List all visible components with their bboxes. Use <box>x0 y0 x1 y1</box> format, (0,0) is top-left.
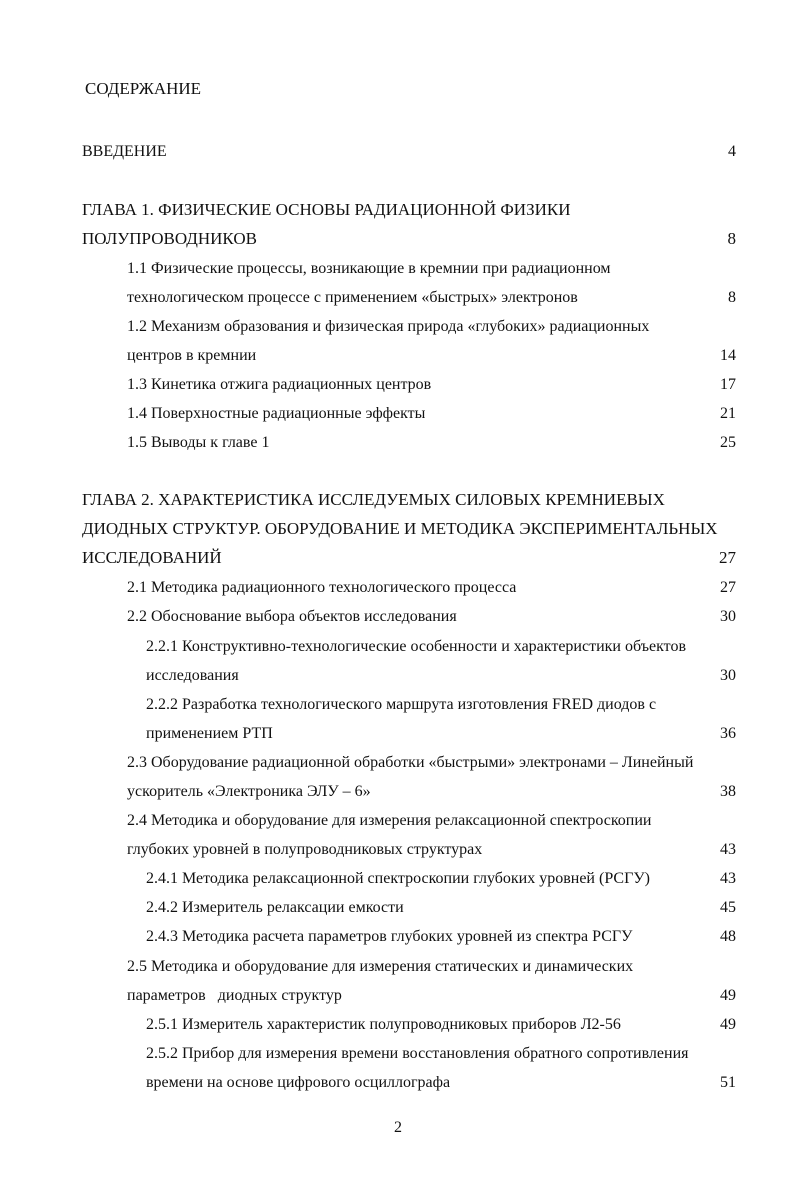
toc-chapter-1-line-1 <box>82 195 736 224</box>
toc-entry-2-2-2-line-1 <box>146 690 736 719</box>
toc-entry-2-2 <box>127 602 736 631</box>
page-number: 2 <box>394 1119 402 1136</box>
toc-entry-2-4-1 <box>146 864 736 893</box>
toc-entry-page: 45 <box>720 899 736 916</box>
toc-chapter-1-line-2 <box>82 224 736 253</box>
toc-entry-text: ИССЛЕДОВАНИЙ <box>82 548 222 567</box>
toc-entry-2-5-1 <box>146 1010 736 1039</box>
toc-entry-2-1 <box>127 573 736 602</box>
toc-entry-page: 25 <box>720 434 736 451</box>
toc-entry-page: 17 <box>720 376 736 393</box>
toc-entry-page: 14 <box>720 347 736 364</box>
toc-entry-text: технологическом процессе с применением «быстрых» электронов <box>127 289 578 306</box>
toc-entry-page: 30 <box>720 667 736 684</box>
toc-entry-page: 27 <box>719 548 736 567</box>
toc-entry-text: 1.2 Механизм образования и физическая природа «глубоких» радиационных <box>127 318 650 335</box>
toc-entry-text: 2.4.3 Методика расчета параметров глубоких уровней из спектра РСГУ <box>146 928 633 945</box>
toc-entry-2-3-line-1 <box>127 748 736 777</box>
toc-entry-text: 2.3 Оборудование радиационной обработки «быстрыми» электронами – Линейный <box>127 754 694 771</box>
toc-entry-page: 49 <box>720 987 736 1004</box>
toc-entry-text: параметров диодных структур <box>127 987 342 1004</box>
toc-entry-text: ускоритель «Электроника ЭЛУ – 6» <box>127 783 371 800</box>
toc-entry-2-4-line-1 <box>127 806 736 835</box>
toc-entry-text: времени на основе цифрового осциллографа <box>146 1074 451 1091</box>
toc-entry-text: 2.4 Методика и оборудование для измерения релаксационной спектроскопии <box>127 812 652 829</box>
toc-entry-2-5-line-1 <box>127 952 736 981</box>
toc-entry-text: исследования <box>146 667 239 684</box>
toc-entry-page: 51 <box>720 1074 736 1091</box>
toc-entry-page: 36 <box>720 725 736 742</box>
toc-entry-text: 1.3 Кинетика отжига радиационных центров <box>127 376 432 393</box>
toc-entry-1-1-line-2 <box>127 283 736 312</box>
toc-entry-2-2-1-line-1 <box>146 632 736 661</box>
toc-entry-1-5 <box>127 428 736 457</box>
toc-entry-page: 8 <box>727 229 736 248</box>
toc-chapter-2-line-2 <box>82 514 736 543</box>
toc-entry-2-4-3 <box>146 922 736 951</box>
toc-entry-text: 2.2.1 Конструктивно-технологические особенности и характеристики объектов <box>146 638 686 655</box>
toc-entry-2-5-2-line-1 <box>146 1039 736 1068</box>
toc-entry-text: 2.2 Обоснование выбора объектов исследования <box>127 608 457 625</box>
toc-entry-2-3-line-2 <box>127 777 736 806</box>
toc-entry-page: 49 <box>720 1016 736 1033</box>
toc-entry-text: 2.5 Методика и оборудование для измерения статических и динамических <box>127 958 634 975</box>
toc-chapter-2-line-3 <box>82 543 736 572</box>
page-title: СОДЕРЖАНИЕ <box>85 79 202 98</box>
toc-entry-page: 4 <box>728 143 736 160</box>
toc-entry-text: 2.2.2 Разработка технологического маршрута изготовления FRED диодов с <box>146 696 657 713</box>
toc-entry-2-5-line-2 <box>127 981 736 1010</box>
toc-entry-text: ГЛАВА 1. ФИЗИЧЕСКИЕ ОСНОВЫ РАДИАЦИОННОЙ ФИЗИКИ <box>82 200 571 219</box>
toc-entry-text: применением РТП <box>146 725 273 742</box>
toc-entry-text: центров в кремнии <box>127 347 257 364</box>
toc-entry-page: 21 <box>720 405 736 422</box>
toc-entry-text: ГЛАВА 2. ХАРАКТЕРИСТИКА ИССЛЕДУЕМЫХ СИЛОВЫХ КРЕМНИЕВЫХ <box>82 490 665 509</box>
toc-entry-text: 2.4.1 Методика релаксационной спектроскопии глубоких уровней (РСГУ) <box>146 870 650 887</box>
toc-entry-page: 8 <box>728 289 736 306</box>
toc-entry-2-2-1-line-2 <box>146 661 736 690</box>
toc-entry-page: 27 <box>720 579 736 596</box>
toc-entry-page: 43 <box>720 870 736 887</box>
toc-entry-text: 2.1 Методика радиационного технологического процесса <box>127 579 517 596</box>
toc-entry-text: 1.1 Физические процессы, возникающие в кремнии при радиационном <box>127 260 611 277</box>
toc-entry-text: 2.5.2 Прибор для измерения времени восстановления обратного сопротивления <box>146 1045 689 1062</box>
toc-entry-1-3 <box>127 370 736 399</box>
toc-entry-page: 38 <box>720 783 736 800</box>
toc-entry-text: глубоких уровней в полупроводниковых структурах <box>127 841 483 858</box>
toc-entry-page: 48 <box>720 928 736 945</box>
toc-entry-text: 1.4 Поверхностные радиационные эффекты <box>127 405 426 422</box>
toc-entry-2-2-2-line-2 <box>146 719 736 748</box>
toc-entry-2-5-2-line-2 <box>146 1068 736 1097</box>
toc-entry-text: ПОЛУПРОВОДНИКОВ <box>82 229 257 248</box>
toc-entry-introduction <box>82 137 736 166</box>
toc-entry-text: ВВЕДЕНИЕ <box>82 143 167 160</box>
toc-entry-1-2-line-2 <box>127 341 736 370</box>
toc-entry-1-1-line-1 <box>127 254 736 283</box>
toc-entry-page: 30 <box>720 608 736 625</box>
toc-entry-2-4-2 <box>146 893 736 922</box>
toc-entry-2-4-line-2 <box>127 835 736 864</box>
toc-entry-text: 1.5 Выводы к главе 1 <box>127 434 270 451</box>
toc-entry-1-4 <box>127 399 736 428</box>
toc-entry-1-2-line-1 <box>127 312 736 341</box>
toc-chapter-2-line-1 <box>82 485 736 514</box>
toc-entry-text: 2.5.1 Измеритель характеристик полупроводниковых приборов Л2-56 <box>146 1016 621 1033</box>
toc-entry-text: 2.4.2 Измеритель релаксации емкости <box>146 899 404 916</box>
toc-entry-page: 43 <box>720 841 736 858</box>
toc-entry-text: ДИОДНЫХ СТРУКТУР. ОБОРУДОВАНИЕ И МЕТОДИКА ЭКСПЕРИМЕНТАЛЬНЫХ <box>82 519 718 538</box>
